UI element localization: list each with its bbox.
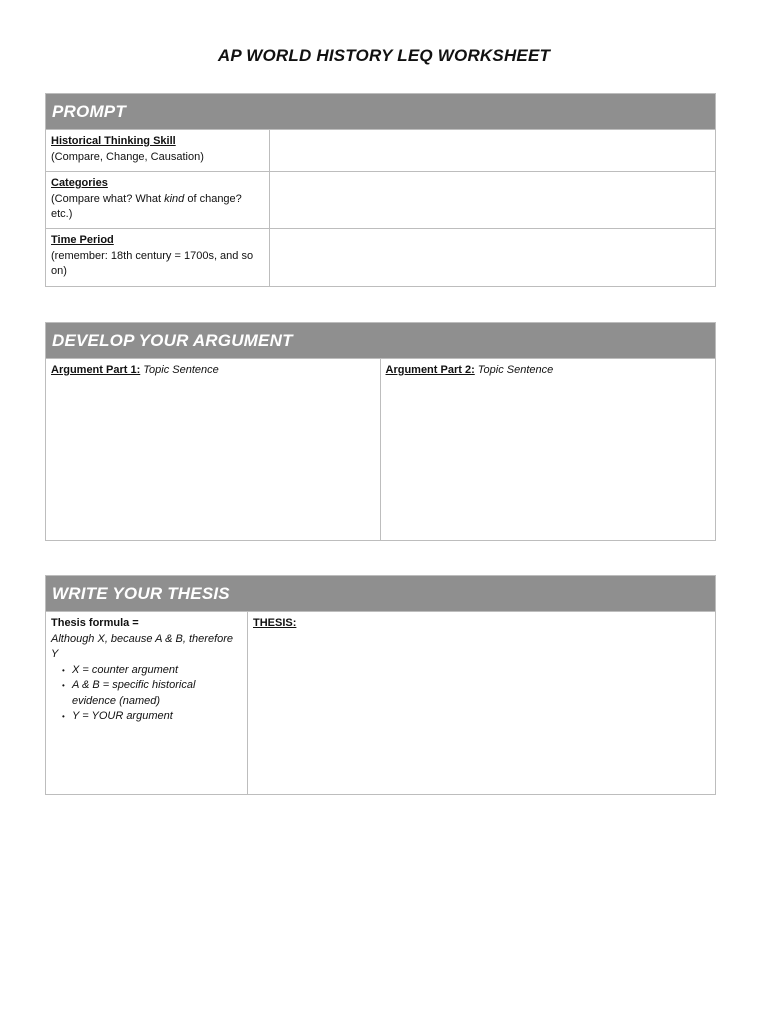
- list-item: • A & B = specific historical evidence (named): [72, 678, 242, 709]
- prompt-section: [45, 93, 716, 287]
- argument-section: [45, 322, 716, 541]
- categories-answer-field[interactable]: [270, 172, 715, 228]
- thesis-formula-list: [51, 663, 242, 725]
- categories-label: Categories: [51, 177, 108, 189]
- argument-part1-hint: Topic Sentence: [140, 364, 219, 376]
- thesis-formula-text: Although X, because A & B, therefore Y: [51, 632, 234, 660]
- list-item: • Y = YOUR argument: [72, 709, 242, 725]
- time-period-label: Time Period: [51, 234, 114, 246]
- argument-part2-label: Argument Part 2:: [385, 364, 475, 376]
- argument-part1-label: Argument Part 1:: [51, 364, 141, 376]
- argument-row: [46, 359, 715, 540]
- time-period-description: (remember: 18th century = 1700s, and so on): [51, 249, 254, 277]
- thesis-label: THESIS:: [253, 617, 297, 629]
- prompt-row-categories: [46, 172, 715, 229]
- thesis-answer-field[interactable]: [248, 612, 715, 794]
- thesis-row: [46, 612, 715, 794]
- argument-part2-field[interactable]: [381, 359, 716, 540]
- prompt-row-time-period: [46, 229, 715, 286]
- argument-heading: DEVELOP YOUR ARGUMENT: [46, 323, 715, 359]
- argument-part2-hint: Topic Sentence: [474, 364, 554, 376]
- list-item: • X = counter argument: [72, 663, 242, 679]
- thesis-section: [45, 575, 716, 795]
- thesis-formula-label: Thesis formula =: [51, 617, 139, 629]
- prompt-row-skill: [46, 130, 715, 172]
- thesis-heading: WRITE YOUR THESIS: [46, 576, 715, 612]
- time-period-answer-field[interactable]: [270, 229, 715, 286]
- prompt-heading: PROMPT: [46, 94, 715, 130]
- prompt-label-cell: [46, 130, 270, 171]
- skill-description: (Compare, Change, Causation): [51, 150, 204, 163]
- thesis-formula-cell: [46, 612, 248, 794]
- argument-part1-field[interactable]: [46, 359, 381, 540]
- worksheet-title: AP WORLD HISTORY LEQ WORKSHEET: [217, 46, 551, 65]
- prompt-label-cell: [46, 229, 270, 286]
- skill-answer-field[interactable]: [270, 130, 715, 171]
- prompt-label-cell: [46, 172, 270, 228]
- categories-description: (Compare what? What kind of change? etc.): [51, 192, 242, 220]
- skill-label: Historical Thinking Skill: [51, 135, 176, 147]
